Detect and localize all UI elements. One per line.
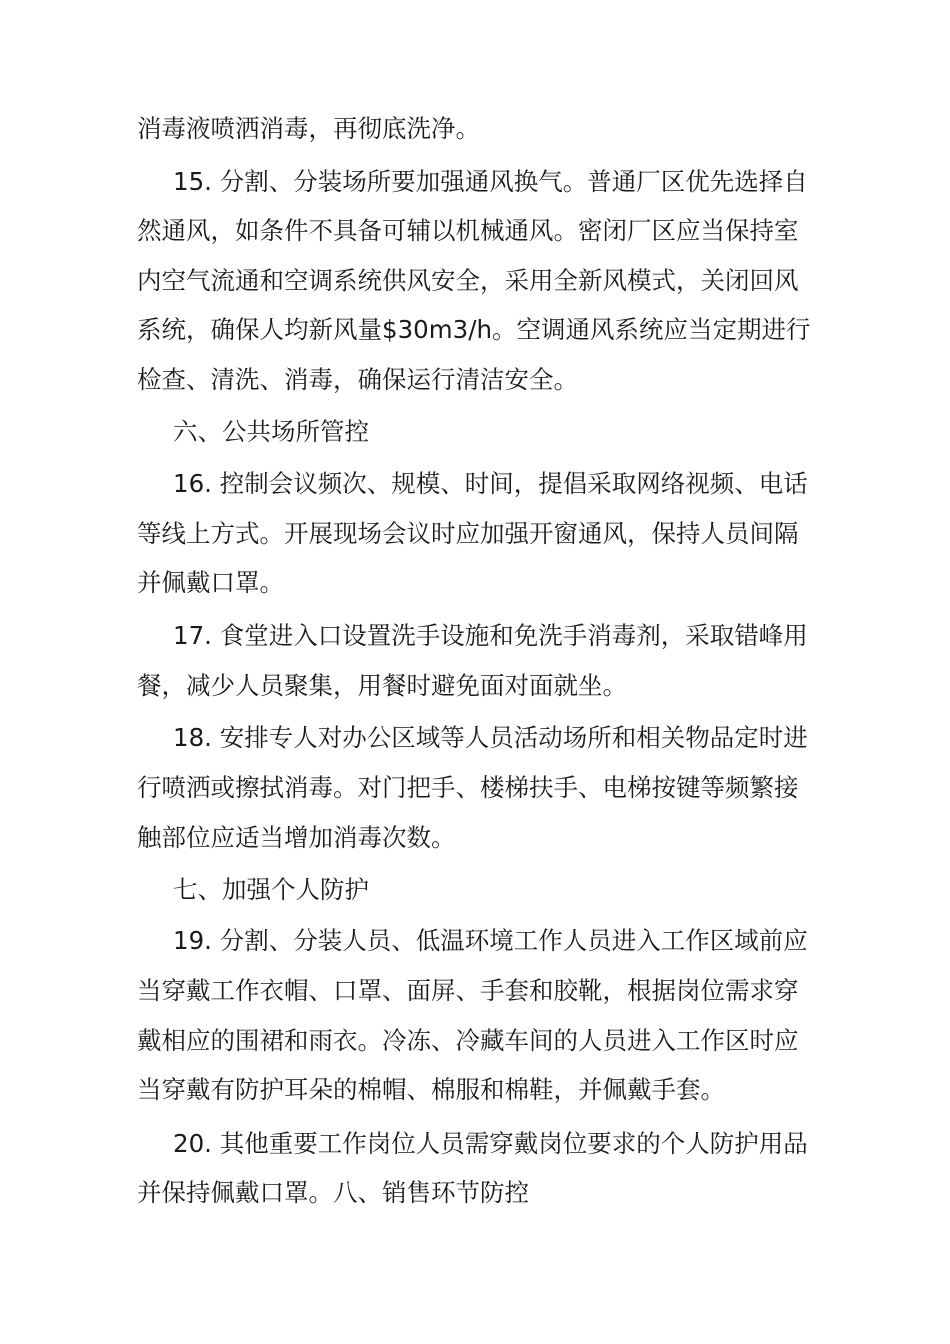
section-heading: 六、公共场所管控 bbox=[173, 417, 369, 446]
paragraph-line: 并保持佩戴口罩。八、销售环节防控 bbox=[137, 1178, 529, 1207]
paragraph-line: 20. 其他重要工作岗位人员需穿戴岗位要求的个人防护用品 bbox=[173, 1129, 808, 1158]
paragraph-line: 行喷洒或擦拭消毒。对门把手、楼梯扶手、电梯按键等频繁接 bbox=[137, 773, 799, 802]
paragraph-line: 当穿戴工作衣帽、口罩、面屏、手套和胶靴，根据岗位需求穿 bbox=[137, 976, 799, 1005]
paragraph-line: 并佩戴口罩。 bbox=[137, 568, 284, 597]
paragraph-line: 戴相应的围裙和雨衣。冷冻、冷藏车间的人员进入工作区时应 bbox=[137, 1026, 799, 1055]
section-heading: 七、加强个人防护 bbox=[173, 875, 369, 904]
paragraph-line: 16. 控制会议频次、规模、时间，提倡采取网络视频、电话 bbox=[173, 469, 808, 498]
paragraph-line: 19. 分割、分装人员、低温环境工作人员进入工作区域前应 bbox=[173, 926, 808, 955]
paragraph-line: 系统，确保人均新风量$30m3/h。空调通风系统应当定期进行 bbox=[137, 315, 811, 344]
paragraph-line: 触部位应适当增加消毒次数。 bbox=[137, 823, 456, 852]
paragraph-line: 等线上方式。开展现场会议时应加强开窗通风，保持人员间隔 bbox=[137, 519, 799, 548]
paragraph-line: 餐，减少人员聚集，用餐时避免面对面就坐。 bbox=[137, 671, 627, 700]
paragraph-line: 18. 安排专人对办公区域等人员活动场所和相关物品定时进 bbox=[173, 723, 808, 752]
paragraph-line: 消毒液喷洒消毒，再彻底洗净。 bbox=[137, 114, 480, 143]
paragraph-line: 当穿戴有防护耳朵的棉帽、棉服和棉鞋，并佩戴手套。 bbox=[137, 1075, 725, 1104]
paragraph-line: 然通风，如条件不具备可辅以机械通风。密闭厂区应当保持室 bbox=[137, 216, 799, 245]
paragraph-line: 15. 分割、分装场所要加强通风换气。普通厂区优先选择自 bbox=[173, 167, 808, 196]
paragraph-line: 检查、清洗、消毒，确保运行清洁安全。 bbox=[137, 365, 578, 394]
paragraph-line: 内空气流通和空调系统供风安全，采用全新风模式，关闭回风 bbox=[137, 266, 799, 295]
paragraph-line: 17. 食堂进入口设置洗手设施和免洗手消毒剂，采取错峰用 bbox=[173, 621, 808, 650]
